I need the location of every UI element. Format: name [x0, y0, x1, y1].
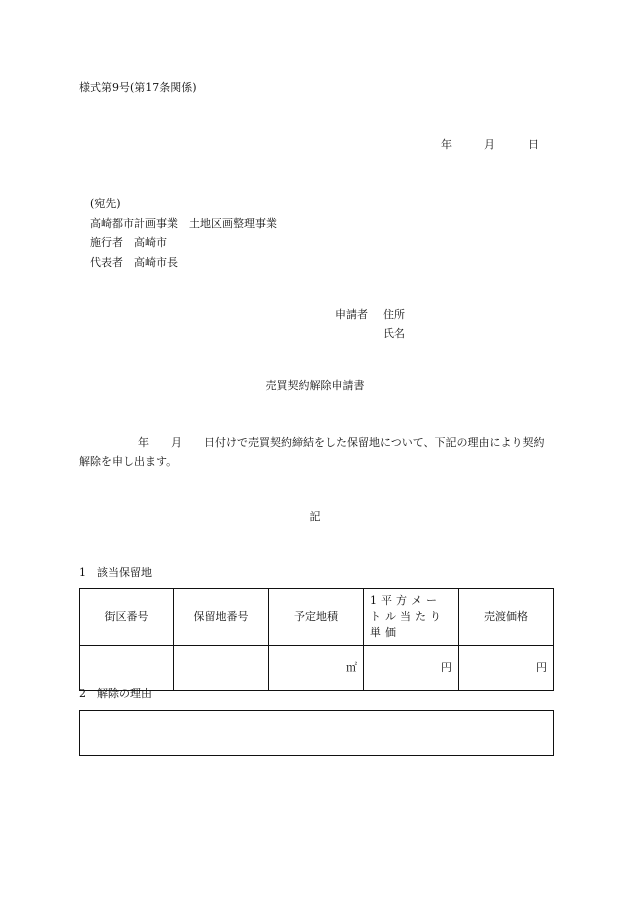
date-year: 年 [441, 138, 452, 151]
form-number: 様式第9号(第17条関係) [79, 81, 197, 94]
addressee-representative: 代表者 高崎市長 [90, 255, 178, 269]
col-price: 売渡価格 [459, 589, 554, 646]
addressee-executor: 施行者 高崎市 [90, 236, 167, 249]
date-line [441, 138, 539, 151]
col-area: 予定地積 [269, 589, 364, 646]
cell-price[interactable] [459, 646, 554, 691]
col-block-no: 街区番号 [80, 589, 174, 646]
body-year: 年 [138, 436, 149, 449]
reason-box[interactable] [79, 710, 554, 756]
section1-heading: 1 該当保留地 [79, 566, 152, 579]
body-text: 日付けで売買契約締結をした保留地について、下記の理由により契約解除を申し出ます。 [79, 436, 545, 468]
table-row [80, 646, 554, 691]
date-day: 日 [528, 138, 539, 151]
unit-price-unit: 円 [441, 661, 452, 675]
ki-heading: 記 [309, 510, 321, 523]
addressee-block [90, 194, 277, 272]
applicant-block [335, 305, 405, 343]
area-unit: ㎡ [346, 661, 357, 675]
applicant-address-label: 住所 [383, 308, 405, 321]
body-month: 月 [171, 436, 182, 449]
document-title: 売買契約解除申請書 [265, 379, 365, 392]
applicant-role: 申請者 [335, 308, 368, 321]
date-month: 月 [484, 138, 495, 151]
section2-heading: 2 解除の理由 [79, 687, 152, 700]
addressee-label: (宛先) [90, 197, 121, 210]
cell-block-no[interactable] [80, 646, 174, 691]
reserved-land-table [79, 588, 554, 691]
cell-unit-price[interactable] [364, 646, 459, 691]
body-paragraph [79, 433, 553, 471]
price-unit: 円 [536, 661, 547, 675]
cell-lot-no[interactable] [174, 646, 269, 691]
addressee-project: 高崎都市計画事業 土地区画整理事業 [90, 216, 277, 230]
table-header-row [80, 589, 554, 646]
col-unit-price: 1平方メートル当たり単価 [364, 589, 459, 646]
col-lot-no: 保留地番号 [174, 589, 269, 646]
applicant-name-label: 氏名 [383, 327, 405, 340]
cell-area[interactable] [269, 646, 364, 691]
